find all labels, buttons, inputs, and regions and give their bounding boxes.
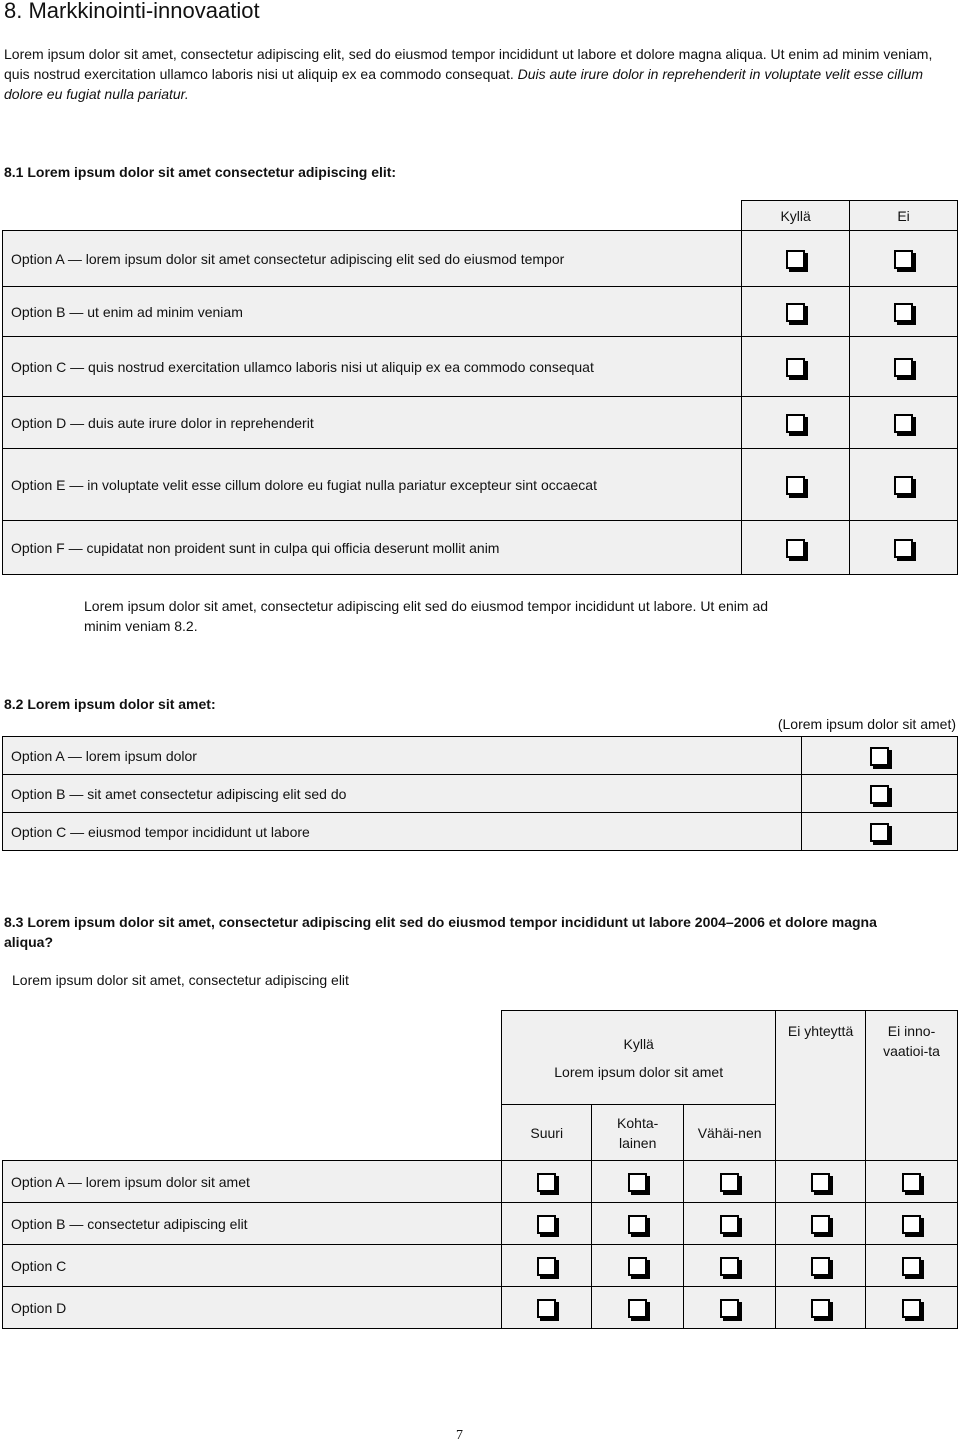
q83-col-ei-innovaatioita: Ei inno-vaatioi-ta: [866, 1011, 958, 1161]
q83-ei-innovaatioita-checkbox[interactable]: [902, 1173, 921, 1192]
q81-row: [3, 287, 958, 337]
q81-yes-checkbox[interactable]: [786, 539, 805, 558]
q83-ei-yhteytta-checkbox[interactable]: [811, 1299, 830, 1318]
q81-row: [3, 449, 958, 521]
q83-instruction: Lorem ipsum dolor sit amet, consectetur adipiscing elit: [12, 972, 349, 988]
q81-row-label: Option F — cupidatat non proident sunt in culpa qui officia deserunt mollit anim: [3, 521, 742, 575]
q83-ei-yhteytta-checkbox[interactable]: [811, 1173, 830, 1192]
q83-col-ei-yhteytta: Ei yhteyttä: [776, 1011, 866, 1161]
q81-row: [3, 337, 958, 397]
q81-row-label: Option D — duis aute irure dolor in reprehenderit: [3, 397, 742, 449]
q81-yes-checkbox[interactable]: [786, 303, 805, 322]
q81-no-checkbox[interactable]: [894, 358, 913, 377]
q81-row-label: Option A — lorem ipsum dolor sit amet consectetur adipiscing elit sed do eiusmod tempor: [3, 231, 742, 287]
q83-header-row: [3, 1011, 958, 1105]
q82-checkbox[interactable]: [870, 785, 889, 804]
q82-row: [3, 813, 958, 851]
q81-no-checkbox[interactable]: [894, 250, 913, 269]
intro-paragraph-text: Lorem ipsum dolor sit amet, consectetur adipiscing elit, sed do eiusmod tempor incididunt ut labore et dolore magna aliqua. Ut enim ad minim veniam, quis nostrud exercitation ullamco laboris nisi ut aliquip ex ea commodo consequat.: [4, 46, 933, 82]
q83-kylla-subheading: Lorem ipsum dolor sit amet: [554, 1063, 724, 1080]
q83-row-label: Option C: [3, 1245, 502, 1287]
q81-no-checkbox[interactable]: [894, 476, 913, 495]
q83-ei-yhteytta-checkbox[interactable]: [811, 1215, 830, 1234]
q82-checkbox[interactable]: [870, 823, 889, 842]
q83-table: [2, 1010, 958, 1329]
q82-row: [3, 775, 958, 813]
q83-kylla-label: Kyllä: [623, 1035, 654, 1052]
q81-no-checkbox[interactable]: [894, 539, 913, 558]
q81-header-row: [3, 201, 958, 231]
q83-row-label: Option D: [3, 1287, 502, 1329]
q83-vahainen-checkbox[interactable]: [720, 1215, 739, 1234]
q82-row-label: Option B — sit amet consectetur adipiscing elit sed do: [3, 775, 802, 813]
q83-suuri-checkbox[interactable]: [537, 1173, 556, 1192]
intro-paragraph: [4, 44, 954, 104]
q83-row-label: Option B — consectetur adipiscing elit: [3, 1203, 502, 1245]
q83-col-vahainen: Vähäi-nen: [684, 1105, 776, 1161]
q81-no-checkbox[interactable]: [894, 303, 913, 322]
page-number: 7: [456, 1428, 463, 1443]
q83-vahainen-checkbox[interactable]: [720, 1299, 739, 1318]
q82-checkbox[interactable]: [870, 747, 889, 766]
q83-heading: 8.3 Lorem ipsum dolor sit amet, consectetur adipiscing elit sed do eiusmod tempor incididunt ut labore 2004–2006 et dolore magna aliqua?: [4, 914, 877, 950]
q81-yes-checkbox[interactable]: [786, 414, 805, 433]
q83-ei-innovaatioita-checkbox[interactable]: [902, 1257, 921, 1276]
q83-ei-innovaatioita-checkbox[interactable]: [902, 1299, 921, 1318]
section-title: 8. Markkinointi-innovaatiot: [4, 0, 260, 23]
q81-row: [3, 397, 958, 449]
q83-kohtalainen-checkbox[interactable]: [628, 1257, 647, 1276]
q83-kohtalainen-checkbox[interactable]: [628, 1173, 647, 1192]
q83-col-suuri: Suuri: [502, 1105, 592, 1161]
q83-row: [3, 1245, 958, 1287]
q83-row-label: Option A — lorem ipsum dolor sit amet: [3, 1161, 502, 1203]
q82-row: [3, 737, 958, 775]
q83-row: [3, 1161, 958, 1203]
q81-no-checkbox[interactable]: [894, 414, 913, 433]
q81-row-label: Option B — ut enim ad minim veniam: [3, 287, 742, 337]
q81-table: [2, 200, 958, 575]
q81-yes-checkbox[interactable]: [786, 476, 805, 495]
q83-col-kohtalainen: Kohta-lainen: [592, 1105, 684, 1161]
q81-col-no: Ei: [850, 201, 958, 231]
q81-skip-note: Lorem ipsum dolor sit amet, consectetur adipiscing elit sed do eiusmod tempor incididunt ut labore. Ut enim ad minim veniam 8.2.: [84, 598, 769, 634]
q83-row: [3, 1287, 958, 1329]
q82-table: [2, 736, 958, 851]
q83-ei-innovaatioita-checkbox[interactable]: [902, 1215, 921, 1234]
intro-text: [4, 44, 954, 104]
q81-row: [3, 231, 958, 287]
q83-kohtalainen-checkbox[interactable]: [628, 1215, 647, 1234]
q82-heading: 8.2 Lorem ipsum dolor sit amet:: [4, 696, 216, 712]
q83-suuri-checkbox[interactable]: [537, 1257, 556, 1276]
q83-vahainen-checkbox[interactable]: [720, 1173, 739, 1192]
q83-row: [3, 1203, 958, 1245]
q83-suuri-checkbox[interactable]: [537, 1215, 556, 1234]
q83-ei-yhteytta-checkbox[interactable]: [811, 1257, 830, 1276]
q81-yes-checkbox[interactable]: [786, 358, 805, 377]
q81-col-yes: Kyllä: [742, 201, 850, 231]
q81-row-label: Option E — in voluptate velit esse cillum dolore eu fugiat nulla pariatur excepteur sint occaecat: [3, 449, 742, 521]
q82-row-label: Option C — eiusmod tempor incididunt ut labore: [3, 813, 802, 851]
q83-kohtalainen-checkbox[interactable]: [628, 1299, 647, 1318]
q81-row-label: Option C — quis nostrud exercitation ullamco laboris nisi ut aliquip ex ea commodo consequat: [3, 337, 742, 397]
q81-yes-checkbox[interactable]: [786, 250, 805, 269]
q83-suuri-checkbox[interactable]: [537, 1299, 556, 1318]
q82-row-label: Option A — lorem ipsum dolor: [3, 737, 802, 775]
q83-vahainen-checkbox[interactable]: [720, 1257, 739, 1276]
intro-italic-note: Duis aute irure dolor in reprehenderit in voluptate velit esse cillum dolore eu fugiat nulla pariatur.: [4, 66, 924, 102]
q82-instruction: (Lorem ipsum dolor sit amet): [777, 716, 956, 732]
q81-row: [3, 521, 958, 575]
q83-col-kylla: [502, 1011, 776, 1105]
q81-heading: 8.1 Lorem ipsum dolor sit amet consectetur adipiscing elit:: [4, 164, 397, 180]
